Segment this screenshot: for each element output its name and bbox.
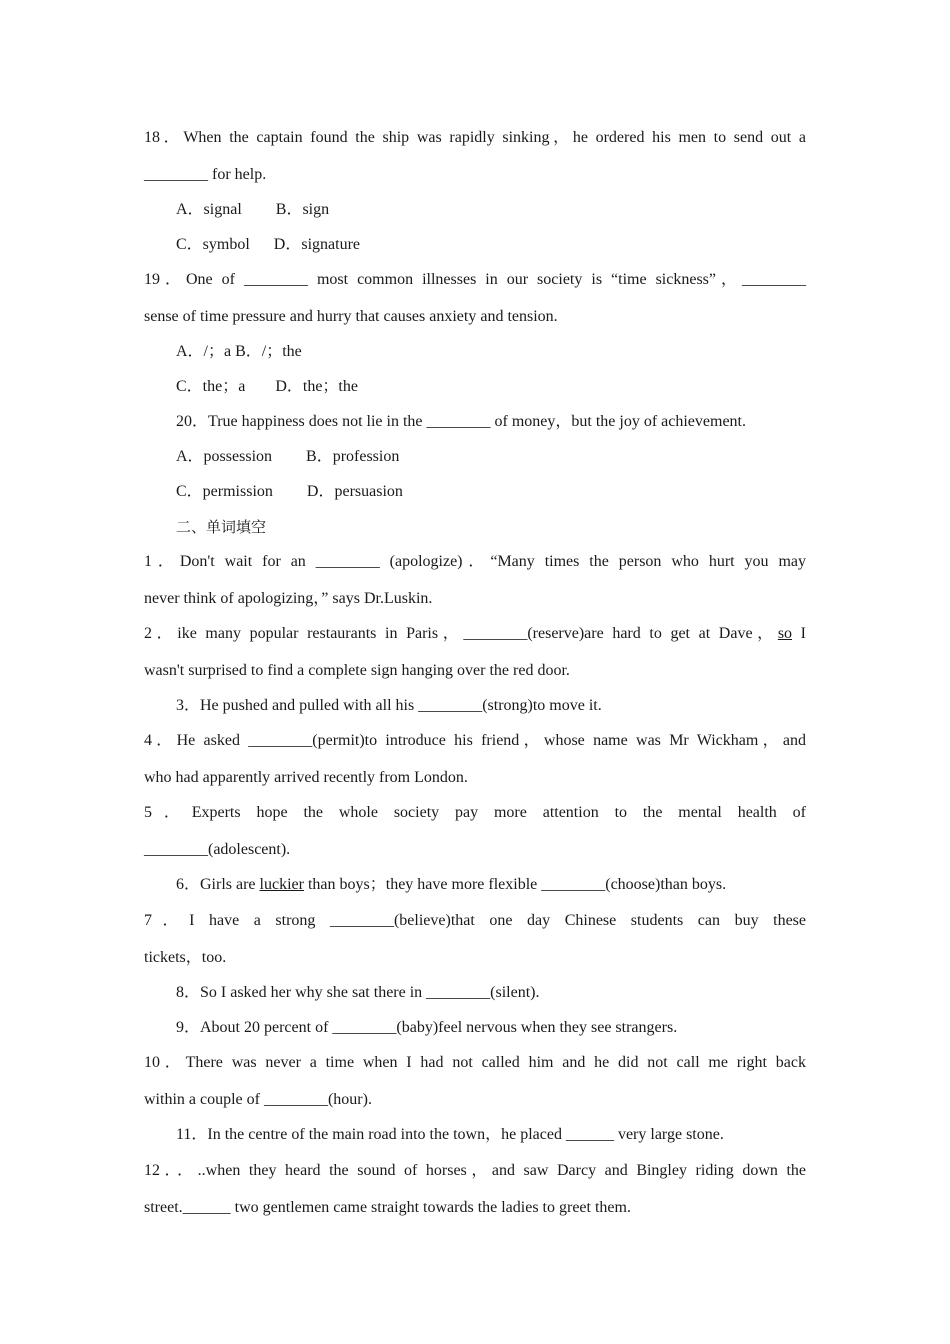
q19-options-ab: A．/；a B．/；the xyxy=(176,343,302,360)
fill11-line1: 11．In the centre of the main road into the town，he placed ______ very large stone. xyxy=(176,1126,724,1143)
q18-stem-line2: ________ for help. xyxy=(144,166,267,183)
q18-option-b: B．sign xyxy=(275,201,330,218)
fill10-line1: 10．There was never a time when I had not called him and he did not call me right back xyxy=(144,1054,806,1071)
q20-option-c: C．permission xyxy=(176,483,273,500)
underlined-word-so: so xyxy=(777,625,793,642)
q18-option-a: A．signal xyxy=(176,201,242,218)
q19-stem-line2: sense of time pressure and hurry that causes anxiety and tension. xyxy=(144,308,558,325)
fill2-text: 2．ike many popular restaurants in Paris，________(reserve)are hard to get at Dave， xyxy=(144,625,778,642)
q19-option-d: D．the；the xyxy=(275,378,358,395)
fill1-line1: 1．Don't wait for an ________ (apologize)．“Many times the person who hurt you may xyxy=(144,553,806,570)
q20-options-cd xyxy=(176,482,403,502)
fill3-line1: 3．He pushed and pulled with all his ________(strong)to move it. xyxy=(176,697,602,714)
fill7-line2: tickets，too. xyxy=(144,949,227,966)
fill6-text-end: than boys；they have more flexible ________(choose)than boys. xyxy=(303,876,727,893)
fill4-line2: who had apparently arrived recently from London. xyxy=(144,769,468,786)
fill4-line1: 4．He asked ________(permit)to introduce his friend，whose name was Mr Wickham，and xyxy=(144,732,806,749)
q19-option-c: C．the；a xyxy=(176,378,246,395)
fill8-line1: 8．So I asked her why she sat there in ________(silent). xyxy=(176,984,540,1001)
q20-options-ab xyxy=(176,447,399,467)
q20-option-d: D．persuasion xyxy=(306,483,403,500)
underlined-word-luckier: luckier xyxy=(259,876,304,893)
fill9-line1: 9．About 20 percent of ________(baby)feel nervous when they see strangers. xyxy=(176,1019,678,1036)
fill12-line2: street.______ two gentlemen came straight towards the ladies to greet them. xyxy=(144,1199,631,1216)
fill6-text: 6．Girls are xyxy=(176,876,260,893)
fill2-text-end: I xyxy=(792,625,806,642)
fill12-line1: 12．．..when they heard the sound of horses，and saw Darcy and Bingley riding down the xyxy=(144,1162,806,1179)
fill10-line2: within a couple of ________(hour). xyxy=(144,1091,372,1108)
fill7-line1: 7．I have a strong ________(believe)that one day Chinese students can buy these xyxy=(144,912,806,929)
q20-option-a: A．possession xyxy=(176,448,273,465)
fill5-line1: 5．Experts hope the whole society pay more attention to the mental health of xyxy=(144,804,806,821)
q19-options-cd xyxy=(176,377,358,397)
q18-option-c: C．symbol xyxy=(176,236,250,253)
q20-option-b: B．profession xyxy=(306,448,400,465)
q18-stem-line1: 18．When the captain found the ship was rapidly sinking，he ordered his men to send out a xyxy=(144,129,807,146)
section-heading: 二、单词填空 xyxy=(176,518,267,536)
fill1-line2: never think of apologizing，” says Dr.Luskin. xyxy=(144,590,433,607)
fill5-line2: ________(adolescent). xyxy=(144,841,291,858)
fill2-line1 xyxy=(144,624,806,644)
fill6-line1 xyxy=(176,875,726,895)
q18-options-ab xyxy=(176,200,329,220)
fill2-line2: wasn't surprised to find a complete sign hanging over the red door. xyxy=(144,662,570,679)
q20-stem: 20．True happiness does not lie in the ________ of money，but the joy of achievement. xyxy=(176,413,746,430)
q18-options-cd xyxy=(176,235,360,255)
q18-option-d: D．signature xyxy=(273,236,361,253)
q19-stem-line1: 19．One of ________ most common illnesses in our society is “time sickness”，________ xyxy=(144,271,807,288)
